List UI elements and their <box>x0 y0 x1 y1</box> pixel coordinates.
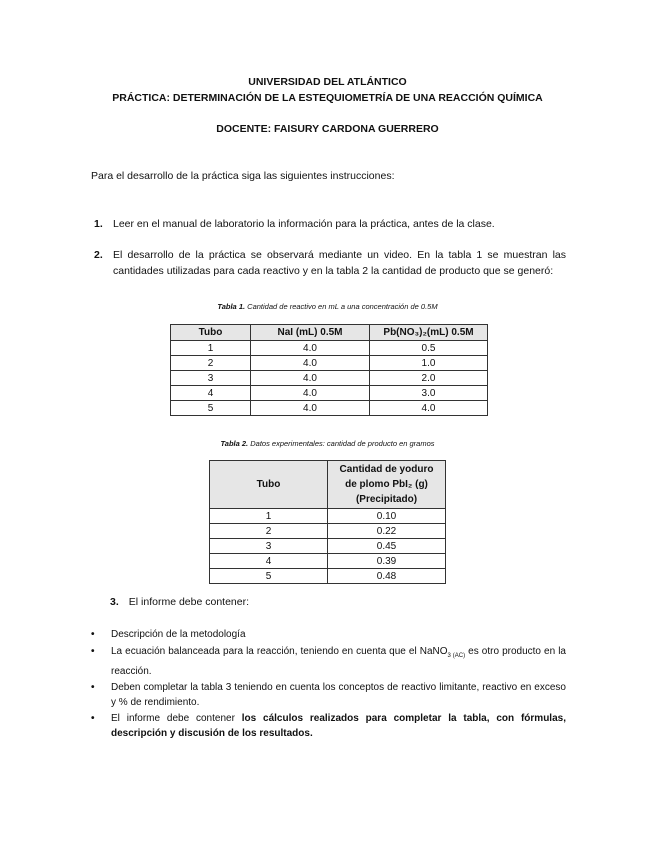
instruction-text: El desarrollo de la práctica se observará mediante un video. En la tabla 1 se muestran las cantidades utilizadas para cada reactivo y en la tabla 2 la cantidad de producto que se generó: <box>113 249 566 277</box>
table-cell: 3 <box>171 371 251 386</box>
bullet-icon: • <box>91 629 95 640</box>
table-row <box>210 554 446 569</box>
list-item-text: La ecuación balanceada para la reacción, teniendo en cuenta que el NaNO <box>111 645 448 657</box>
table1-caption-label: Tabla 1. <box>217 302 246 311</box>
table-cell: 3 <box>210 539 328 554</box>
table2 <box>209 460 446 584</box>
list-item-text: Descripción de la metodología <box>111 629 246 640</box>
bullet-icon: • <box>91 681 95 693</box>
table-cell: 4 <box>210 554 328 569</box>
table-header-cell: Tubo <box>210 461 328 509</box>
table-cell: 1 <box>210 509 328 524</box>
table-header-cell: NaI (mL) 0.5M <box>251 325 370 341</box>
list-item-text: es otro producto en la reacción. <box>111 645 566 677</box>
table-cell: 4.0 <box>251 341 370 356</box>
table-row <box>210 524 446 539</box>
instruction-number: 1. <box>94 218 103 230</box>
table2-caption <box>0 439 655 448</box>
table-row <box>171 386 488 401</box>
table-row <box>171 356 488 371</box>
table-cell: 4.0 <box>251 401 370 416</box>
table1-caption <box>0 302 655 311</box>
table-cell: 1.0 <box>370 356 488 371</box>
table-cell: 4.0 <box>251 386 370 401</box>
table-header-row <box>210 461 446 509</box>
table-cell: 0.22 <box>328 524 446 539</box>
list-item-text: El informe debe contener <box>111 712 242 724</box>
table-cell: 3.0 <box>370 386 488 401</box>
table2-caption-text: Datos experimentales: cantidad de producto en gramos <box>250 439 435 448</box>
instruction-1 <box>91 216 566 232</box>
table-cell: 0.10 <box>328 509 446 524</box>
table-cell: 4.0 <box>251 371 370 386</box>
table-cell: 2 <box>171 356 251 371</box>
table-header-cell: Pb(NO₃)₂(mL) 0.5M <box>370 325 488 341</box>
table1-caption-text: Cantidad de reactivo en mL a una concentración de 0.5M <box>247 302 438 311</box>
instruction-number: 2. <box>94 249 103 261</box>
university-title: UNIVERSIDAD DEL ATLÁNTICO <box>248 76 407 88</box>
table1 <box>170 324 488 416</box>
table-cell: 0.48 <box>328 569 446 584</box>
table-cell: 0.45 <box>328 539 446 554</box>
table-header-row <box>171 325 488 341</box>
instruction-2 <box>91 247 566 279</box>
list-item <box>91 680 566 711</box>
table-row <box>171 371 488 386</box>
section-3-heading <box>110 596 249 608</box>
section-3-text: El informe debe contener: <box>128 596 250 608</box>
bullet-icon: • <box>91 645 95 657</box>
list-item <box>91 627 566 643</box>
list-item <box>91 644 566 680</box>
list-item-bold-text: los cálculos realizados para completar la tabla, con fórmulas, descripción y discusión de los resultados. <box>111 712 566 739</box>
table-cell: 0.5 <box>370 341 488 356</box>
table-cell: 4.0 <box>370 401 488 416</box>
list-item-text: Deben completar la tabla 3 teniendo en cuenta los conceptos de reactivo limitante, reactivo en exceso y % de rendimiento. <box>111 681 566 708</box>
table-cell: 2.0 <box>370 371 488 386</box>
table-cell: 1 <box>171 341 251 356</box>
instruction-text: Leer en el manual de laboratorio la información para la práctica, antes de la clase. <box>113 218 495 230</box>
table-row <box>210 569 446 584</box>
table-row <box>210 509 446 524</box>
table-cell: 4.0 <box>251 356 370 371</box>
subscript-state: 3 (AC) <box>447 652 466 659</box>
bullet-icon: • <box>91 712 95 724</box>
table2-caption-label: Tabla 2. <box>220 439 249 448</box>
table-cell: 0.39 <box>328 554 446 569</box>
table-cell: 5 <box>210 569 328 584</box>
table-row <box>210 539 446 554</box>
section-3-number: 3. <box>110 596 119 608</box>
table-cell: 4 <box>171 386 251 401</box>
teacher-name: DOCENTE: FAISURY CARDONA GUERRERO <box>216 123 439 135</box>
list-item <box>91 711 566 742</box>
table-row <box>171 341 488 356</box>
table-header-cell: Tubo <box>171 325 251 341</box>
table-row <box>171 401 488 416</box>
table-header-cell: Cantidad de yoduro de plomo PbI₂ (g) (Precipitado) <box>328 461 446 509</box>
intro-text: Para el desarrollo de la práctica siga las siguientes instrucciones: <box>91 170 395 182</box>
table-cell: 2 <box>210 524 328 539</box>
report-requirements-list <box>91 627 566 742</box>
table-cell: 5 <box>171 401 251 416</box>
practice-title: PRÁCTICA: DETERMINACIÓN DE LA ESTEQUIOMETRÍA DE UNA REACCIÓN QUÍMICA <box>112 92 543 104</box>
